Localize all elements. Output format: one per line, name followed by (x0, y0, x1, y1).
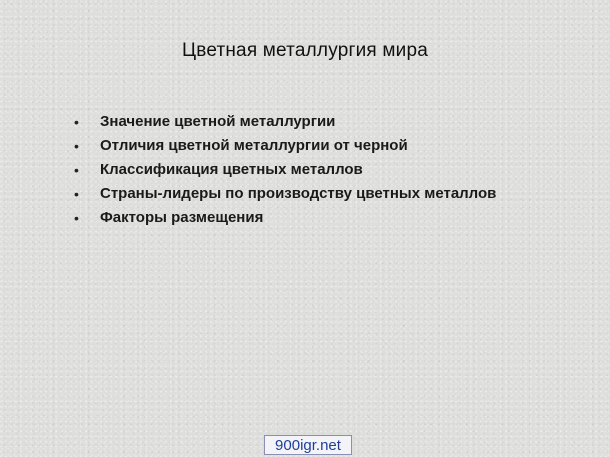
bullet-icon: • (74, 186, 79, 202)
list-item-text: Значение цветной металлургии (100, 113, 336, 130)
list-item (74, 206, 496, 230)
list-item (74, 110, 496, 134)
bullet-icon: • (74, 162, 79, 178)
bullet-icon: • (74, 138, 79, 154)
bullet-icon: • (74, 210, 79, 226)
list-item-text: Факторы размещения (100, 209, 264, 226)
watermark-link[interactable]: 900igr.net (264, 435, 352, 455)
list-item (74, 134, 496, 158)
list-item (74, 182, 496, 206)
bullet-icon: • (74, 114, 79, 130)
list-item (74, 158, 496, 182)
list-item-text: Классификация цветных металлов (100, 161, 363, 178)
list-item-text: Страны-лидеры по производству цветных металлов (100, 185, 497, 202)
bullet-list (74, 110, 496, 230)
slide-title: Цветная металлургия мира (181, 40, 428, 61)
list-item-text: Отличия цветной металлургии от черной (100, 137, 408, 154)
